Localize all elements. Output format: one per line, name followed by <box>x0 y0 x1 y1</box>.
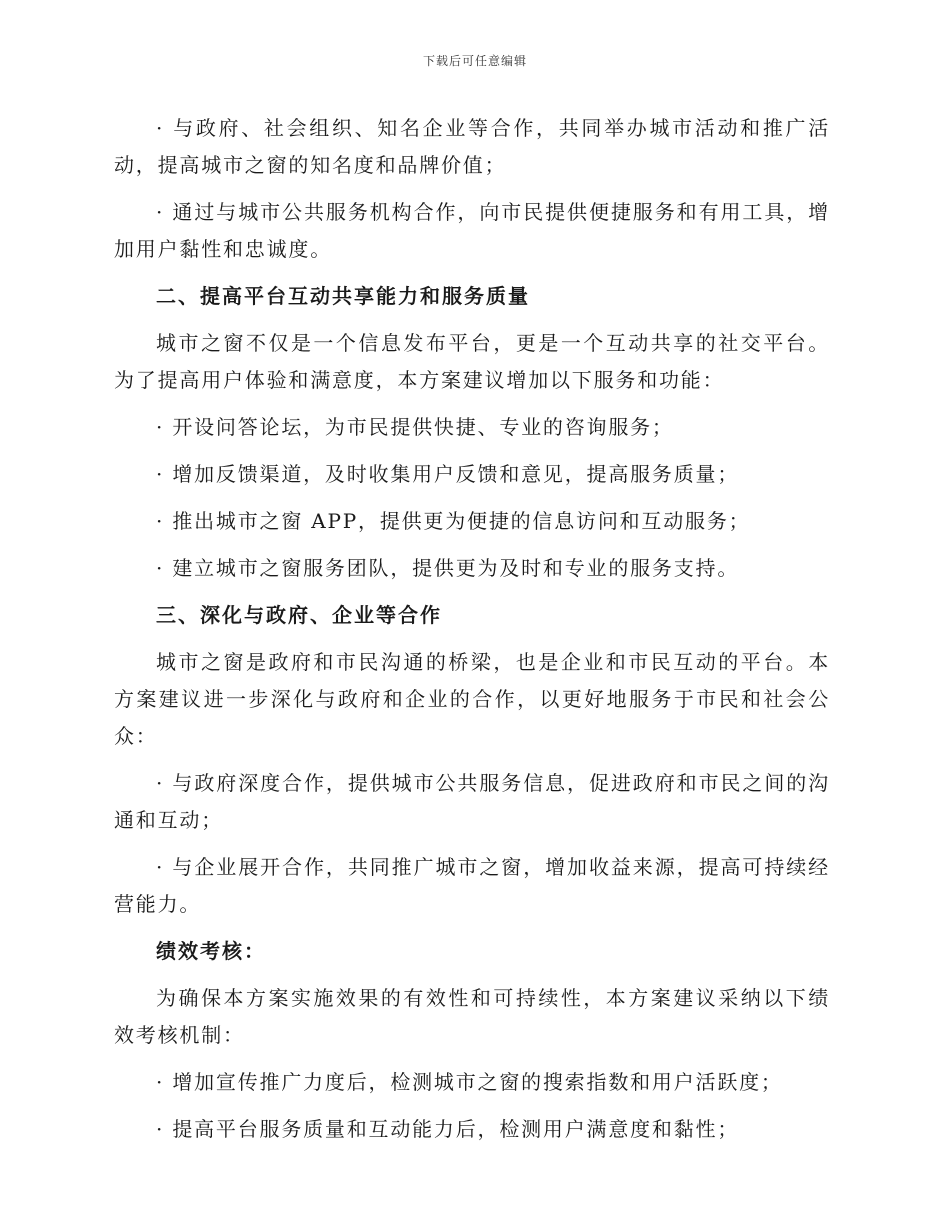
page-header: 下载后可任意编辑 <box>422 54 527 68</box>
bullet-item: · 与政府深度合作，提供城市公共服务信息，促进政府和市民之间的沟通和互动； <box>114 771 830 832</box>
section-heading: 三、深化与政府、企业等合作 <box>156 603 442 627</box>
section-heading: 二、提高平台互动共享能力和服务质量 <box>156 284 530 308</box>
section-heading: 绩效考核： <box>156 939 266 963</box>
paragraph: 城市之窗不仅是一个信息发布平台，更是一个互动共享的社交平台。为了提高用户体验和满意度，本方案建议增加以下服务和功能： <box>114 331 830 392</box>
bullet-item: · 与政府、社会组织、知名企业等合作，共同举办城市活动和推广活动，提高城市之窗的知名度和品牌价值； <box>114 116 830 177</box>
bullet-item: · 建立城市之窗服务团队，提供更为及时和专业的服务支持。 <box>156 556 740 580</box>
paragraph: 城市之窗是政府和市民沟通的桥梁，也是企业和市民互动的平台。本方案建议进一步深化与政府和企业的合作，以更好地服务于市民和社会公众： <box>114 650 830 748</box>
bullet-item: · 增加宣传推广力度后，检测城市之窗的搜索指数和用户活跃度； <box>156 1070 783 1094</box>
paragraph: 为确保本方案实施效果的有效性和可持续性，本方案建议采纳以下绩效考核机制： <box>114 986 830 1047</box>
document-body <box>114 110 830 1158</box>
bullet-item: · 增加反馈渠道，及时收集用户反馈和意见，提高服务质量； <box>156 462 740 486</box>
bullet-item: · 开设问答论坛，为市民提供快捷、专业的咨询服务； <box>156 415 674 439</box>
bullet-item: · 推出城市之窗 APP，提供更为便捷的信息访问和互动服务； <box>156 509 751 533</box>
bullet-item: · 提高平台服务质量和互动能力后，检测用户满意度和黏性； <box>156 1117 740 1141</box>
bullet-item: · 通过与城市公共服务机构合作，向市民提供便捷服务和有用工具，增加用户黏性和忠诚度。 <box>114 200 830 261</box>
bullet-item: · 与企业展开合作，共同推广城市之窗，增加收益来源，提高可持续经营能力。 <box>114 855 830 916</box>
